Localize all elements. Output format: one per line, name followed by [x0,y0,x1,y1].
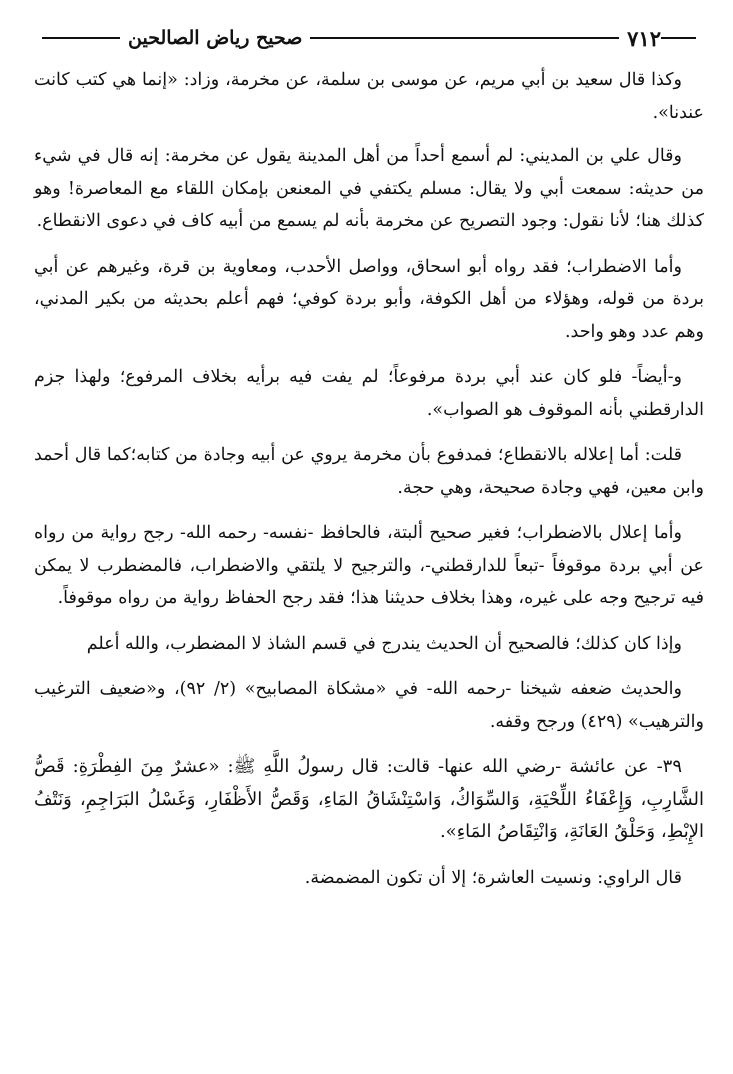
hadith-paragraph: ٣٩- عن عائشة -رضي الله عنها- قالت: قال رسولُ اللَّهِ ﷺ: «عشرٌ مِنَ الفِطْرَةِ: قَصُّ الشَّارِبِ، وَإِعْفَاءُ اللِّحْيَةِ، وَالسِّوَاكُ، وَاسْتِنْشَاقُ المَاءِ، وَقَصُّ الأَظْفَارِ، وَغَسْلُ البَرَاجِمِ، وَنَتْفُ الإِبْطِ، وَحَلْقُ العَانَةِ، وَانْتِقَاصُ المَاءِ». [34,756,704,842]
book-title: صحيح رياض الصالحين [128,27,303,49]
header-rule-right [661,37,696,39]
header-rule-middle [310,37,619,39]
paragraph: قلت: أما إعلاله بالانقطاع؛ فمدفوع بأن مخرمة يروي عن أبيه وجادة من كتابه؛كما قال أحمد وابن معين، فهي وجادة صحيحة، وهي حجة. [34,445,704,498]
page-body [34,64,704,894]
paragraph: قال الراوي: ونسيت العاشرة؛ إلا أن تكون المضمضة. [304,867,682,888]
book-page [34,18,704,907]
page-header [34,18,704,58]
header-rule-left [42,37,120,39]
paragraph: والحديث ضعفه شيخنا -رحمه الله- في «مشكاة المصابيح» (٢/ ٩٢)، و«ضعيف الترغيب والترهيب» (٤٢٩) ورجح وقفه. [34,679,704,732]
paragraph: وأما الاضطراب؛ فقد رواه أبو اسحاق، وواصل الأحدب، ومعاوية بن قرة، وغيرهم عن أبي بردة من قوله، وهؤلاء من أهل الكوفة، وأبو بردة كوفي؛ فهم أعلم بحديثه من بكير المدني، وهم عدد وهو واحد. [34,256,704,342]
paragraph: وكذا قال سعيد بن أبي مريم، عن موسى بن سلمة، عن مخرمة، وزاد: «إنما هي كتب كانت عندنا». [34,70,704,123]
paragraph: وإذا كان كذلك؛ فالصحيح أن الحديث يندرج في قسم الشاذ لا المضطرب، والله أعلم [86,633,682,654]
page-number: ٧١٢ [627,25,661,51]
paragraph: وقال علي بن المديني: لم أسمع أحداً من أهل المدينة يقول عن مخرمة: إنه قال في شيء من حديثه: سمعت أبي ولا يقال: مسلم يكتفي في المعنعن بإمكان اللقاء مع المعاصرة! وهو كذلك هنا؛ لأنا نقول: وجود التصريح عن مخرمة بأنه لم يسمع من أبيه كاف في دعوى الانقطاع. [34,146,704,231]
paragraph: وأما إعلال بالاضطراب؛ فغير صحيح ألبتة، فالحافظ -نفسه- رحمه الله- رجح رواية من رواه عن أبي بردة موقوفاً -تبعاً للدارقطني-، والترجيح لا يلتقي والاضطراب، فالمضطرب لا يمكن فيه ترجيح وجه على غيره، وهذا بخلاف حديثنا هذا؛ فقد رجح الحفاظ رواية من رواه موقوفاً. [34,523,704,608]
paragraph: و-أيضاً- فلو كان عند أبي بردة مرفوعاً؛ لم يفت فيه برأيه بخلاف المرفوع؛ ولهذا جزم الدارقطني بأنه الموقوف هو الصواب». [34,367,704,420]
